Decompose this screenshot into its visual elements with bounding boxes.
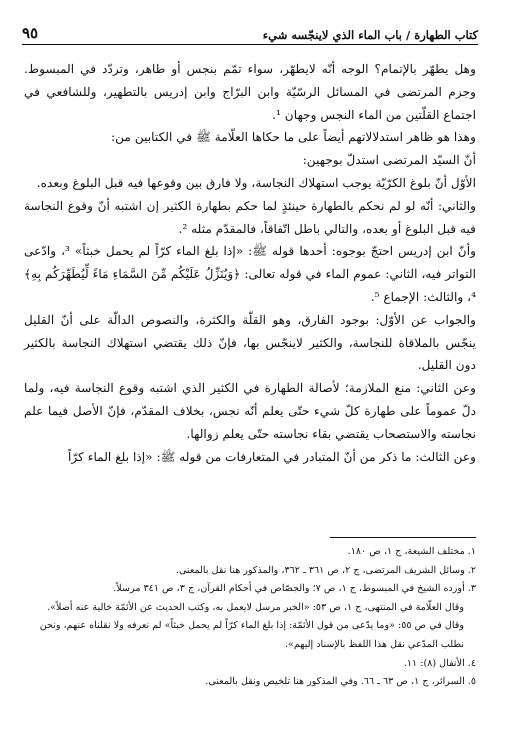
- paragraph: والثاني: أنّه لو لم نحكم بالطهارة حينئذٍ لما حكم بطهارة الكثير إن اشتبه أنّ وقوع النجاسة فيه قبل البلوغ أو بعده، والتالي باطل اتّفاقاً، فالمقدّم مثله ².: [24, 198, 476, 236]
- footnote: ٢. وسائل الشريف المرتضى، ج ٢، ص ٣٦١ ـ ٣٦٢، والمذكور هنا نقل بالمعنى.: [175, 564, 476, 576]
- main-text: [24, 58, 476, 468]
- paragraph: وهل يطهّر بالإتمام؟ الوجه أنّه لايطهّر، سواء تمّم بنجس أو طاهر، وتردّد في المبسوط. وجزم المرتضى في المسائل الرسّيّة وابن البرّاج وابن إدريس بالتطهير، وللشافعي في اجتماع القلّتين من الماء النجس وجهان ¹.: [24, 62, 476, 122]
- paragraph: والجواب عن الأوّل: بوجود الفارق، وهو القلّة والكثرة، والنصوص الدالّة على أنّ القليل ينجّس بالملاقاة للنجاسة، والكثير لاينجّس بها، فإنّ ذلك يقتضي استهلاك النجاسة بالكثير دون القليل.: [24, 312, 476, 373]
- footnotes: [24, 543, 476, 692]
- footnote: ١. مختلف الشيعة، ج ١، ص ١٨٠.: [347, 546, 476, 557]
- page-number: ٩٥: [22, 24, 39, 42]
- paragraph: أنّ السيّد المرتضى استدلّ بوجهين:: [302, 153, 476, 168]
- paragraph: وهذا هو ظاهر استدلالاتهم أيضاً على ما حكاها العلّامة ﷺ في الكتابين من:: [111, 130, 476, 145]
- footnote-rule: [330, 537, 476, 538]
- paragraph: وأنّ ابن إدريس احتجّ بوجوه: أحدها قوله ﷺ: «إذا بلغ الماء كرّاً لم يحمل خبثاً» ³، وادّعى التواتر فيه، الثاني: عموم الماء في قوله تعالى: ﴿وَيُنَزِّلُ عَلَيْكُم مِّنَ السَّمَاءِ مَاءً لِّيُطَهِّرَكُم بِهِ﴾ ⁴، والثالث: الإجماع ⁵.: [24, 244, 477, 304]
- running-header: [22, 20, 478, 42]
- footnote-continuation: وقال في ص ٥٥: «وما يدّعى من قول الأئمّة: إذا بلغ الماء كرّاً لم يحمل خبثاً» لم نعرفه ولا نقلناه عنهم، ونحن نطلب المدّعي نقل هذا اللفظ بالإسناد إليهم».: [39, 620, 464, 650]
- paragraph: وعن الثاني: منع الملازمة؛ لأصالة الطهارة في الكثير الذي اشتبه وقوع النجاسة فيه، ولما دلّ عموماً على طهارة كلّ شيء حتّى يعلم أنّه نجس، بخلاف المقدّم، فإنّ الأصل فيما علم نجاسته والاستصحاب يقتضي بقاء نجاسته حتّى يعلم زوالها.: [24, 381, 476, 441]
- footnote-continuation: وقال العلّامة في المنتهى، ج ١، ص ٥٣: «الخبر مرسل لايعمل به، وكتب الحديث عن الأئمّة خالية عنه أصلاً».: [47, 601, 464, 613]
- paragraph: الأوّل أنّ بلوغ الكرّيّة يوجب استهلاك النجاسة، ولا فارق بين وقوعها فيه قبل البلوغ وبعده.: [36, 175, 476, 190]
- header-rule: [22, 44, 478, 45]
- running-title: كتاب الطهارة / باب الماء الذي لاينجّسه شيء: [262, 28, 478, 42]
- paragraph: وعن الثالث: ما ذكر من أنّ المتبادر في المتعارفات من قوله ﷺ: «إذا بلغ الماء كرّاً: [67, 449, 476, 464]
- footnote: ٥. السرائر، ج ١، ص ٦٣ ـ ٦٦. وفي المذكور هنا تلخيص ونقل بالمعنى.: [205, 676, 476, 688]
- footnote: ٣. أورده الشيخ في المبسوط، ج ١، ص ٧؛ والجصّاص في أحكام القرآن، ج ٣، ص ٣٤١ مرسلاً.: [113, 583, 476, 595]
- footnote: ٤. الأنفال (٨): ١١.: [403, 657, 476, 669]
